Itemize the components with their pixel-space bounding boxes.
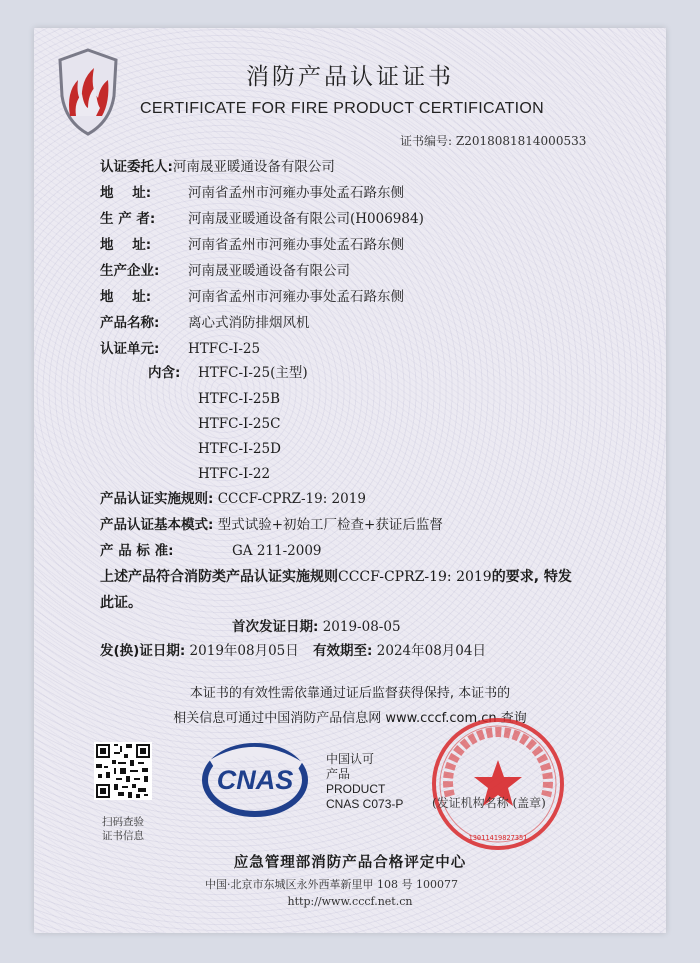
statement-suffix: 的要求, 特发 <box>491 569 572 585</box>
contains-row <box>148 364 308 382</box>
valid-until-label: 有效期至: <box>313 643 373 659</box>
cert-unit-value: HTFC-I-25 <box>188 341 261 357</box>
first-issue-row <box>232 618 401 636</box>
cnas-line: 产品 <box>326 767 351 781</box>
qr-caption-line: 扫码查验 <box>102 816 144 828</box>
cert-unit-row <box>100 340 260 358</box>
client-address-value: 河南省孟州市河雍办事处孟石路东侧 <box>188 185 404 201</box>
factory-row <box>100 262 350 280</box>
standard-row <box>100 542 322 560</box>
certificate-title-english: CERTIFICATE FOR FIRE PRODUCT CERTIFICATION <box>140 100 545 117</box>
cnas-logo <box>200 740 310 820</box>
address-label: 地 址: <box>100 289 152 305</box>
producer-row <box>100 210 424 228</box>
client-value: 河南晟亚暖通设备有限公司 <box>172 159 335 175</box>
factory-label: 生产企业: <box>100 263 160 279</box>
client-row <box>100 158 335 176</box>
issue-date-row <box>100 642 486 660</box>
first-issue-date: 2019-08-05 <box>322 619 401 635</box>
qr-caption <box>86 815 160 843</box>
client-address-row <box>100 184 404 202</box>
model-item: HTFC-I-25(主型) <box>198 365 308 381</box>
product-name-value: 离心式消防排烟风机 <box>188 315 310 331</box>
producer-address-row <box>100 236 404 254</box>
cert-unit-label: 认证单元: <box>100 341 160 357</box>
issue-date-value: 2019年08月05日 <box>189 643 299 659</box>
cert-rule-label: 产品认证实施规则: <box>100 491 214 507</box>
issuing-authority: 应急管理部消防产品合格评定中心 <box>233 855 467 871</box>
producer-value: 河南晟亚暖通设备有限公司(H006984) <box>188 211 424 227</box>
factory-address-value: 河南省孟州市河雍办事处孟石路东侧 <box>188 289 404 305</box>
qr-caption-line: 证书信息 <box>102 830 144 842</box>
product-name-row <box>100 314 310 332</box>
cert-mode-value: 型式试验+初始工厂检查+获证后监督 <box>217 517 443 533</box>
address-label: 地 址: <box>100 237 152 253</box>
seal-number: 13011419827351 <box>468 834 528 842</box>
official-seal <box>428 714 568 854</box>
model-item: HTFC-I-25C <box>198 416 281 432</box>
cert-mode-row <box>100 516 443 534</box>
cert-rule-row <box>100 490 366 508</box>
issuer-website-link[interactable]: http://www.cccf.net.cn <box>287 895 413 908</box>
seal-note: (发证机构名称 (盖章) <box>432 796 546 810</box>
issue-date-label: 发(换)证日期: <box>100 643 186 659</box>
product-name-label: 产品名称: <box>100 315 160 331</box>
certificate-title: 消防产品认证证书 <box>246 64 454 90</box>
certificate-number: 证书编号: Z2018081814000533 <box>400 134 587 148</box>
client-label: 认证委托人: <box>100 159 173 175</box>
cnas-line: PRODUCT <box>326 782 386 796</box>
address-label: 地 址: <box>100 185 152 201</box>
validity-notice-line-1: 本证书的有效性需依靠通过证后监督获得保持, 本证书的 <box>189 686 511 701</box>
cnas-line: 中国认可 <box>326 752 375 766</box>
factory-value: 河南晟亚暖通设备有限公司 <box>188 263 350 279</box>
factory-address-row <box>100 288 404 306</box>
statement-rule: CCCF-CPRZ-19: 2019 <box>338 569 492 585</box>
cnas-logo-text: CNAS <box>216 765 294 795</box>
standard-label: 产 品 标 准: <box>100 543 174 559</box>
cnas-line: CNAS C073-P <box>326 797 404 811</box>
contains-label: 内含: <box>148 365 181 381</box>
qr-code[interactable] <box>94 742 152 800</box>
issuer-address: 中国·北京市东城区永外西革新里甲 108 号 100077 <box>205 878 458 891</box>
cnas-accreditation-text <box>326 752 403 812</box>
model-item: HTFC-I-22 <box>198 466 271 482</box>
statement-prefix: 上述产品符合消防类产品认证实施规则 <box>100 569 338 585</box>
cert-rule-value: CCCF-CPRZ-19: 2019 <box>217 491 366 507</box>
first-issue-label: 首次发证日期: <box>232 619 319 635</box>
model-item: HTFC-I-25B <box>198 391 281 407</box>
validity-notice-line-2: 相关信息可通过中国消防产品信息网 www.cccf.com.cn 查询 <box>173 711 527 726</box>
statement-line-2: 此证。 <box>100 595 142 611</box>
statement-line-1 <box>100 568 572 586</box>
model-item: HTFC-I-25D <box>198 441 281 457</box>
cert-mode-label: 产品认证基本模式: <box>100 517 214 533</box>
producer-address-value: 河南省孟州市河雍办事处孟石路东侧 <box>188 237 404 253</box>
valid-until-value: 2024年08月04日 <box>376 643 486 659</box>
standard-value: GA 211-2009 <box>232 543 322 559</box>
producer-label: 生 产 者: <box>100 211 156 227</box>
